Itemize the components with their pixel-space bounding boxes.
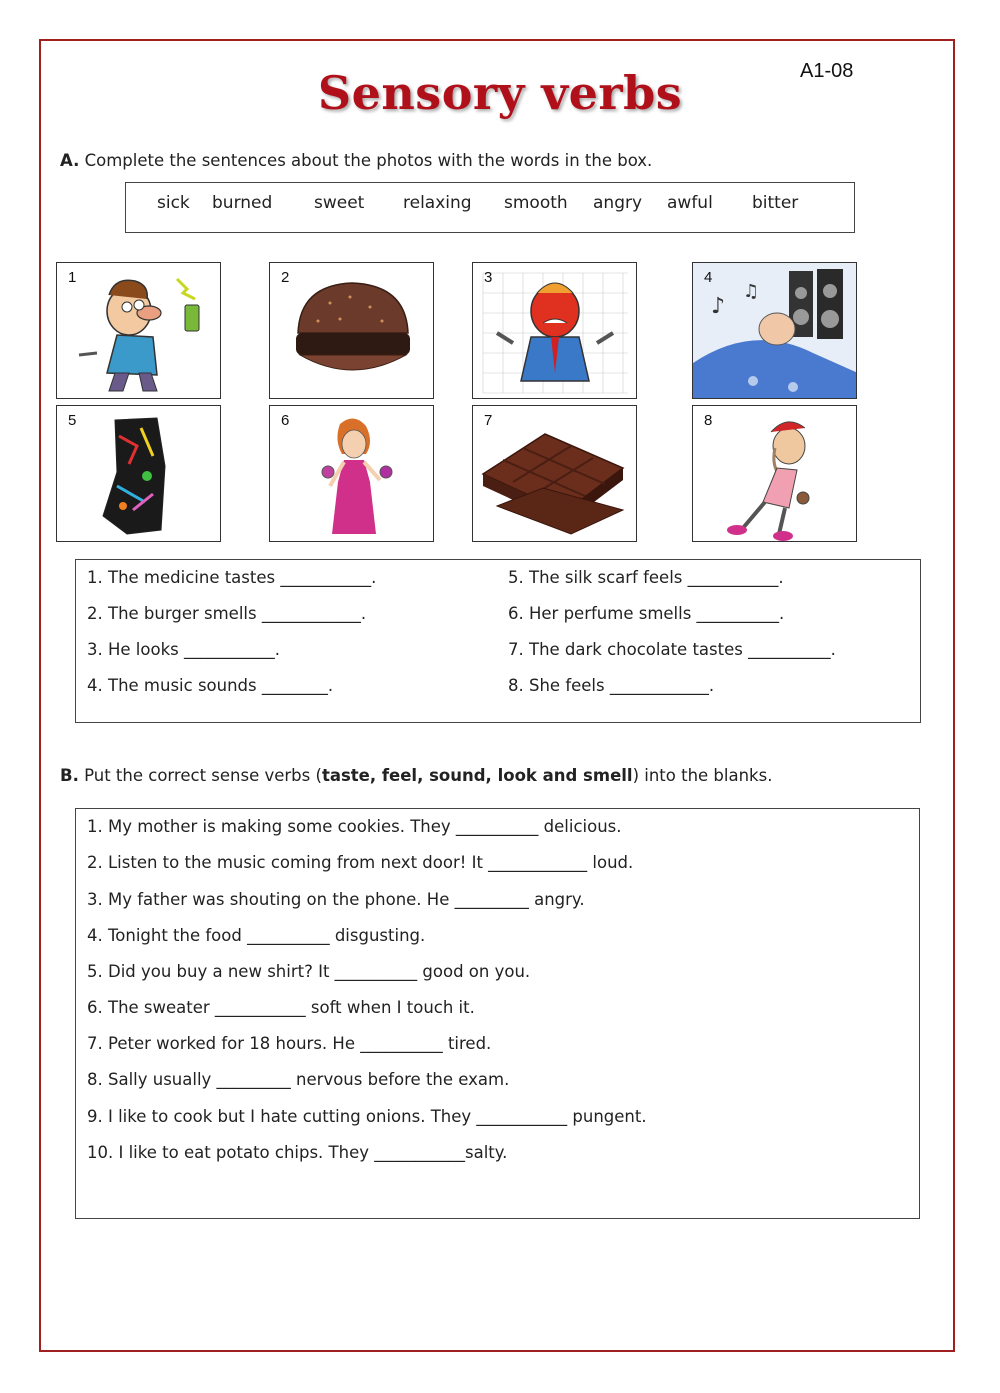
page-title: Sensory verbs [317,66,683,120]
photo-number: 6 [281,412,290,429]
section-a-text: Complete the sentences about the photos with the words in the box. [79,151,653,170]
dark-chocolate-icon [473,406,637,542]
section-b-instruction [60,766,772,785]
svg-text:♪: ♪ [711,294,726,319]
word-box-item: relaxing [403,193,472,213]
sentence-a-8: 8. She feels ____________. [508,676,715,695]
sentence-b-3: 3. My father was shouting on the phone. He _________ angry. [87,890,585,909]
photo-number: 2 [281,269,290,286]
photo-1 [56,262,221,399]
photo-3 [472,262,637,399]
word-box-item: angry [593,193,643,213]
sentence-b-2: 2. Listen to the music coming from next door! It ____________ loud. [87,853,634,872]
sentence-a-3: 3. He looks ___________. [87,640,280,659]
photo-4 [692,262,857,399]
sentence-a-6: 6. Her perfume smells __________. [508,604,785,623]
sentence-a-1: 1. The medicine tastes ___________. [87,568,377,587]
sick-man-medicine-icon [57,263,221,399]
section-a-sentences-box [75,559,921,723]
svg-text:♫: ♫ [743,281,760,302]
word-box-item: sick [157,193,190,213]
section-b-text-pre: Put the correct sense verbs ( [78,766,322,785]
photo-number: 5 [68,412,77,429]
sentence-b-4: 4. Tonight the food __________ disgusting. [87,926,426,945]
photo-number: 3 [484,269,493,286]
photo-8 [692,405,857,542]
section-b-verbs: taste, feel, sound, look and smell [321,766,633,785]
photo-6 [269,405,434,542]
word-box [125,182,855,233]
sentence-b-5: 5. Did you buy a new shirt? It __________ good on you. [87,962,531,981]
woman-perfume-icon [270,406,434,542]
silk-scarf-icon [57,406,221,542]
sentence-a-2: 2. The burger smells ____________. [87,604,367,623]
photo-number: 4 [704,269,713,286]
photo-7 [472,405,637,542]
burned-burger-icon [270,263,434,399]
sentence-b-10: 10. I like to eat potato chips. They ___________salty. [87,1143,508,1162]
sentence-b-7: 7. Peter worked for 18 hours. He __________ tired. [87,1034,492,1053]
section-b-label: B. [60,766,79,785]
angry-man-icon [473,263,637,399]
sentence-a-4: 4. The music sounds ________. [87,676,334,695]
word-box-item: sweet [314,193,365,213]
word-box-item: smooth [504,193,568,213]
sentence-a-7: 7. The dark chocolate tastes __________. [508,640,836,659]
sick-woman-icon [693,406,857,542]
worksheet-code: A1-08 [800,60,854,82]
word-box-item: bitter [752,193,799,213]
section-b-sentences-box [75,808,920,1219]
photo-5 [56,405,221,542]
word-box-item: burned [212,193,273,213]
section-b-text-post: ) into the blanks. [632,766,773,785]
section-a-instruction [60,151,652,170]
photo-number: 1 [68,269,77,286]
word-box-item: awful [667,193,713,213]
photo-number: 8 [704,412,713,429]
sentence-b-6: 6. The sweater ___________ soft when I touch it. [87,998,475,1017]
photo-number: 7 [484,412,493,429]
sentence-b-9: 9. I like to cook but I hate cutting onions. They ___________ pungent. [87,1107,647,1126]
section-a-label: A. [60,151,80,170]
sentence-b-8: 8. Sally usually _________ nervous before the exam. [87,1070,510,1089]
sentence-a-5: 5. The silk scarf feels ___________. [508,568,784,587]
photo-2 [269,262,434,399]
relaxing-music-icon [693,263,857,399]
sentence-b-1: 1. My mother is making some cookies. They __________ delicious. [87,817,622,836]
